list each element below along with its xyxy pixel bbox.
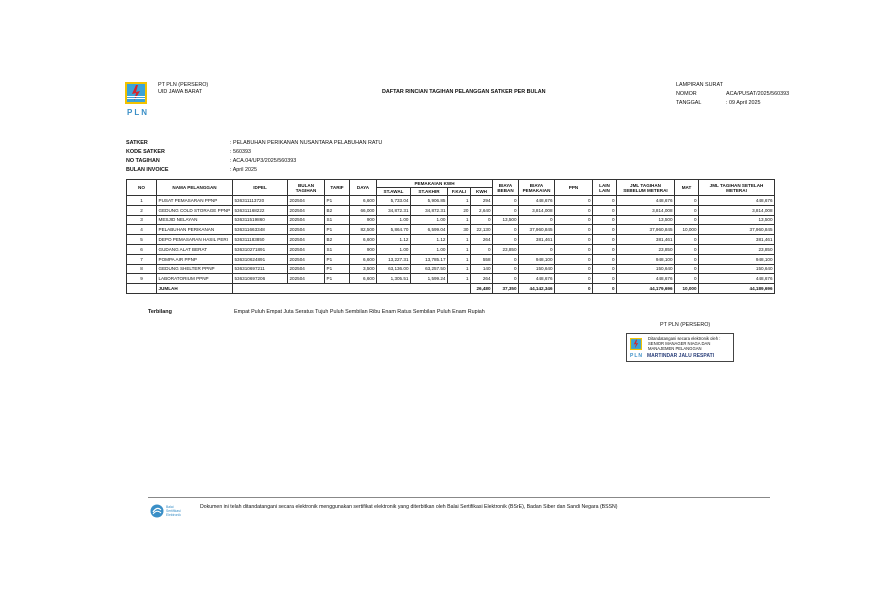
cell-kwh: 140 — [471, 264, 493, 274]
cell-st-akhir: 1.12 — [411, 235, 448, 245]
cell-mat: 0 — [675, 235, 699, 245]
cell-daya: 6,600 — [350, 254, 377, 264]
cell-kwh: 294 — [471, 196, 493, 206]
cell-lain-lain: 0 — [593, 215, 617, 225]
nomor-value: ACA/PUSAT/2025/560393 — [726, 91, 790, 97]
cell-biaya-beban: 0 — [493, 205, 519, 215]
cell-no: 3 — [127, 215, 157, 225]
total-kwh: 26,480 — [471, 284, 493, 294]
cell-tarif: B2 — [325, 235, 350, 245]
cell-mat: 0 — [675, 244, 699, 254]
cell-mat: 0 — [675, 215, 699, 225]
cell-st-awal: 13,227.31 — [377, 254, 411, 264]
cell-idpel: 536311168222 — [233, 205, 288, 215]
cell-biaya-beban: 0 — [493, 225, 519, 235]
cell-daya: 82,500 — [350, 225, 377, 235]
cell-idpel: 536310697206 — [233, 274, 288, 284]
company-unit: UID JAWA BARAT — [158, 89, 203, 95]
cell-biaya-pemakaian: 37,960,845 — [519, 225, 555, 235]
col-header-mat: MAT — [675, 180, 699, 196]
cell-daya: 900 — [350, 244, 377, 254]
cell-fkali: 1 — [448, 215, 471, 225]
cell-st-akhir: 1.00 — [411, 215, 448, 225]
cell-bulan: 202504 — [288, 205, 325, 215]
cell-fkali: 1 — [448, 235, 471, 245]
total-biaya-pemakaian: 44,142,346 — [519, 284, 555, 294]
e-signature-box — [626, 333, 734, 362]
cell-jml-setelah: 3,814,008 — [699, 205, 775, 215]
bsre-line: Sertifikasi — [166, 509, 181, 513]
cell-idpel: 536310697211 — [233, 264, 288, 274]
cell-idpel: 536311113720 — [233, 196, 288, 206]
cell-fkali: 1 — [448, 274, 471, 284]
info-value: : PELABUHAN PERIKANAN NUSANTARA PELABUHAN RATU — [230, 140, 383, 146]
cell-jml-setelah: 150,640 — [699, 264, 775, 274]
cell-kwh: 2,640 — [471, 205, 493, 215]
cell-daya: 6,600 — [350, 274, 377, 284]
cell-ppn: 0 — [555, 274, 593, 284]
cell-no: 1 — [127, 196, 157, 206]
cell-tarif: P1 — [325, 196, 350, 206]
cell-tarif: P1 — [325, 264, 350, 274]
table-total-row — [127, 284, 775, 294]
pln-logo-icon — [630, 337, 642, 349]
cell-fkali: 30 — [448, 225, 471, 235]
bsre-line: Elektronik — [166, 513, 181, 517]
table-body — [127, 196, 775, 294]
col-header-ppn: PPN — [555, 180, 593, 196]
cell-biaya-pemakaian: 3,814,008 — [519, 205, 555, 215]
cell-fkali: 1 — [448, 196, 471, 206]
terbilang-label: Terbilang — [148, 309, 172, 315]
cell-kwh: 558 — [471, 254, 493, 264]
cell-ppn: 0 — [555, 264, 593, 274]
info-value: : ACA.04/UP3/2025/560393 — [230, 158, 297, 164]
cell-daya: 900 — [350, 215, 377, 225]
col-header-nama: NAMA PELANGGAN — [157, 180, 233, 196]
table-row — [127, 225, 775, 235]
cell-bulan: 202504 — [288, 215, 325, 225]
cell-lain-lain: 0 — [593, 244, 617, 254]
cell-ppn: 0 — [555, 215, 593, 225]
total-jml-sebelum: 44,179,696 — [617, 284, 675, 294]
cell-mat: 0 — [675, 205, 699, 215]
table-row — [127, 264, 775, 274]
cell-no: 2 — [127, 205, 157, 215]
cell-nama: LABORATORIUM PPNP — [157, 274, 233, 284]
cell-st-awal: 1.12 — [377, 235, 411, 245]
cell-daya: 6,600 — [350, 235, 377, 245]
cell-nama: PELABUHAN PERIKANAN — [157, 225, 233, 235]
cell-bulan: 202504 — [288, 225, 325, 235]
cell-biaya-pemakaian: 948,100 — [519, 254, 555, 264]
footer-divider — [148, 497, 770, 498]
cell-st-awal: 5,733.04 — [377, 196, 411, 206]
cell-jml-sebelum: 37,960,845 — [617, 225, 675, 235]
table-row — [127, 274, 775, 284]
info-row-kode-satker — [126, 149, 382, 158]
cell-nama: PUSAT PEMASARAN PPNP — [157, 196, 233, 206]
company-name: PT PLN (PERSERO) — [158, 82, 209, 88]
bsre-logo-icon — [150, 504, 164, 518]
col-header-daya: DAYA — [350, 180, 377, 196]
cell-st-akhir: 1.00 — [411, 244, 448, 254]
cell-st-awal: 5,864.70 — [377, 225, 411, 235]
total-spacer — [127, 284, 157, 294]
cell-jml-sebelum: 948,100 — [617, 254, 675, 264]
cell-st-awal: 1,305.51 — [377, 274, 411, 284]
cell-idpel: 536311519860 — [233, 215, 288, 225]
bsre-text — [166, 505, 181, 517]
signer-name: MARTINDAR JALU RESPATI — [647, 353, 715, 359]
info-label: NO TAGIHAN — [126, 158, 160, 164]
cell-tarif: P1 — [325, 225, 350, 235]
nomor-label: NOMOR — [676, 91, 697, 97]
cell-biaya-beban: 0 — [493, 274, 519, 284]
cell-idpel: 536310271891 — [233, 244, 288, 254]
footer-note: Dokumen ini telah ditandatangani secara elektronik menggunakan sertifikat elektronik yang diterbitkan oleh Balai Sertifikasi Elektronik (BSrE), Badan Siber dan Sandi Negara (BSSN) — [200, 504, 618, 510]
total-lain-lain: 0 — [593, 284, 617, 294]
cell-ppn: 0 — [555, 244, 593, 254]
billing-table-container — [126, 179, 774, 294]
company-block — [158, 82, 208, 96]
cell-biaya-beban: 0 — [493, 235, 519, 245]
info-value: : April 2025 — [230, 167, 257, 173]
cell-lain-lain: 0 — [593, 196, 617, 206]
cell-jml-sebelum: 3,814,008 — [617, 205, 675, 215]
cell-st-awal: 63,136.00 — [377, 264, 411, 274]
col-header-st-awal: ST.AWAL — [377, 188, 411, 196]
cell-st-akhir: 13,785.17 — [411, 254, 448, 264]
cell-tarif: B2 — [325, 205, 350, 215]
cell-tarif: S1 — [325, 215, 350, 225]
cell-daya: 3,500 — [350, 264, 377, 274]
cell-jml-setelah: 37,960,845 — [699, 225, 775, 235]
cell-mat: 10,000 — [675, 225, 699, 235]
terbilang-value: Empat Puluh Empat Juta Seratus Tujuh Puluh Sembilan Ribu Enam Ratus Sembilan Puluh Enam Rupiah — [234, 309, 485, 315]
col-header-jml-sebelum: JML TAGIHAN SEBELUM METERAI — [617, 180, 675, 196]
cell-bulan: 202504 — [288, 244, 325, 254]
cell-biaya-pemakaian: 0 — [519, 215, 555, 225]
cell-tarif: P1 — [325, 254, 350, 264]
info-row-bulan-invoice — [126, 167, 382, 176]
table-row — [127, 205, 775, 215]
cell-nama: GUDANG ALAT BERAT — [157, 244, 233, 254]
invoice-info — [126, 140, 382, 176]
info-row-satker — [126, 140, 382, 149]
cell-fkali: 1 — [448, 254, 471, 264]
cell-lain-lain: 0 — [593, 254, 617, 264]
cell-jml-sebelum: 448,676 — [617, 196, 675, 206]
cell-biaya-beban: 0 — [493, 254, 519, 264]
cell-biaya-beban: 0 — [493, 196, 519, 206]
cell-jml-setelah: 13,500 — [699, 215, 775, 225]
cell-kwh: 0 — [471, 244, 493, 254]
cell-biaya-beban: 0 — [493, 264, 519, 274]
info-label: BULAN INVOICE — [126, 167, 169, 173]
cell-no: 8 — [127, 264, 157, 274]
cell-kwh: 22,130 — [471, 225, 493, 235]
cell-st-awal: 1.00 — [377, 244, 411, 254]
cell-ppn: 0 — [555, 235, 593, 245]
total-label: JUMLAH — [157, 284, 233, 294]
cell-mat: 0 — [675, 274, 699, 284]
cell-no: 9 — [127, 274, 157, 284]
col-header-idpel: IDPEL — [233, 180, 288, 196]
cell-jml-setelah: 948,100 — [699, 254, 775, 264]
info-value: : 560393 — [230, 149, 251, 155]
cell-kwh: 264 — [471, 274, 493, 284]
total-jml-setelah: 44,189,696 — [699, 284, 775, 294]
table-row — [127, 244, 775, 254]
cell-idpel: 536311663348 — [233, 225, 288, 235]
cell-biaya-pemakaian: 150,640 — [519, 264, 555, 274]
pln-logo-icon — [125, 82, 147, 104]
cell-jml-sebelum: 448,676 — [617, 274, 675, 284]
cell-jml-sebelum: 381,461 — [617, 235, 675, 245]
cell-ppn: 0 — [555, 254, 593, 264]
cell-no: 6 — [127, 244, 157, 254]
cell-biaya-beban: 13,500 — [493, 215, 519, 225]
total-spacer — [233, 284, 471, 294]
billing-table — [126, 179, 775, 294]
cell-st-akhir: 6,599.04 — [411, 225, 448, 235]
cell-st-akhir: 34,872.31 — [411, 205, 448, 215]
cell-nama: GEDUNG COLD STORAGE PPNP — [157, 205, 233, 215]
total-ppn: 0 — [555, 284, 593, 294]
cell-lain-lain: 0 — [593, 205, 617, 215]
col-header-jml-setelah: JML TAGIHAN SETELAH METERAI — [699, 180, 775, 196]
cell-lain-lain: 0 — [593, 225, 617, 235]
cell-kwh: 0 — [471, 215, 493, 225]
cell-fkali: 20 — [448, 205, 471, 215]
col-header-pemakaian-kwh: PEMAKAIAN KWH — [377, 180, 493, 188]
col-header-lain-lain: LAIN LAIN — [593, 180, 617, 196]
table-row — [127, 215, 775, 225]
cell-jml-sebelum: 13,500 — [617, 215, 675, 225]
signature-line-1: Ditandatangani secara elektronik oleh : — [648, 336, 721, 341]
table-row — [127, 196, 775, 206]
col-header-fkali: F.KALI — [448, 188, 471, 196]
cell-jml-setelah: 381,461 — [699, 235, 775, 245]
cell-no: 5 — [127, 235, 157, 245]
cell-st-akhir: 5,906.85 — [411, 196, 448, 206]
total-biaya-beban: 37,350 — [493, 284, 519, 294]
cell-bulan: 202504 — [288, 264, 325, 274]
table-row — [127, 254, 775, 264]
cell-lain-lain: 0 — [593, 235, 617, 245]
cell-mat: 0 — [675, 264, 699, 274]
cell-nama: GEDUNG SHELTER PPNP — [157, 264, 233, 274]
tanggal-label: TANGGAL — [676, 100, 702, 106]
info-row-no-tagihan — [126, 158, 382, 167]
info-label: KODE SATKER — [126, 149, 165, 155]
cell-daya: 66,000 — [350, 205, 377, 215]
cell-no: 4 — [127, 225, 157, 235]
cell-idpel: 536311183850 — [233, 235, 288, 245]
signature-line-2: SENIOR MANAGER NIAGA DAN — [648, 341, 711, 346]
signature-company: PT PLN (PERSERO) — [660, 322, 711, 328]
cell-ppn: 0 — [555, 225, 593, 235]
cell-st-akhir: 63,257.50 — [411, 264, 448, 274]
table-row — [127, 235, 775, 245]
cell-nama: MESJID NELAYAN — [157, 215, 233, 225]
cell-fkali: 1 — [448, 244, 471, 254]
cell-bulan: 202504 — [288, 254, 325, 264]
col-header-kwh: KWH — [471, 188, 493, 196]
lampiran-label: LAMPIRAN SURAT — [676, 82, 723, 88]
cell-jml-setelah: 23,850 — [699, 244, 775, 254]
cell-mat: 0 — [675, 196, 699, 206]
cell-kwh: 264 — [471, 235, 493, 245]
cell-biaya-pemakaian: 448,676 — [519, 196, 555, 206]
letter-meta — [676, 82, 789, 109]
cell-st-akhir: 1,599.24 — [411, 274, 448, 284]
cell-tarif: S1 — [325, 244, 350, 254]
cell-nama: POMPA AIR PPNP — [157, 254, 233, 264]
total-mat: 10,000 — [675, 284, 699, 294]
cell-daya: 6,600 — [350, 196, 377, 206]
cell-nama: DEPO PEMASARAN HASIL PERI — [157, 235, 233, 245]
col-header-st-akhir: ST.AKHIR — [411, 188, 448, 196]
info-label: SATKER — [126, 140, 148, 146]
pln-wordmark: PLN — [127, 108, 149, 117]
col-header-bulan: BULAN TAGIHAN — [288, 180, 325, 196]
cell-jml-sebelum: 23,850 — [617, 244, 675, 254]
cell-lain-lain: 0 — [593, 264, 617, 274]
bsre-line: Balai — [166, 505, 174, 509]
cell-bulan: 202504 — [288, 196, 325, 206]
cell-biaya-pemakaian: 0 — [519, 244, 555, 254]
cell-lain-lain: 0 — [593, 274, 617, 284]
cell-st-awal: 1.00 — [377, 215, 411, 225]
cell-biaya-beban: 23,850 — [493, 244, 519, 254]
cell-ppn: 0 — [555, 196, 593, 206]
cell-tarif: P1 — [325, 274, 350, 284]
cell-jml-sebelum: 150,640 — [617, 264, 675, 274]
cell-jml-setelah: 448,676 — [699, 196, 775, 206]
cell-st-awal: 34,872.31 — [377, 205, 411, 215]
cell-idpel: 536310624891 — [233, 254, 288, 264]
col-header-no: NO — [127, 180, 157, 196]
cell-mat: 0 — [675, 254, 699, 264]
col-header-tarif: TARIF — [325, 180, 350, 196]
cell-ppn: 0 — [555, 205, 593, 215]
cell-no: 7 — [127, 254, 157, 264]
tanggal-value: : 09 April 2025 — [726, 100, 761, 106]
document-title: DAFTAR RINCIAN TAGIHAN PELANGGAN SATKER PER BULAN — [382, 89, 546, 95]
signature-pln-mark: PLN — [630, 353, 643, 359]
col-header-biaya-beban: BIAYA BEBAN — [493, 180, 519, 196]
cell-biaya-pemakaian: 381,461 — [519, 235, 555, 245]
signature-line-3: MANAJEMEN PELANGGAN — [648, 346, 702, 351]
cell-bulan: 202504 — [288, 274, 325, 284]
col-header-biaya-pemakaian: BIAYA PEMAKAIAN — [519, 180, 555, 196]
cell-jml-setelah: 448,676 — [699, 274, 775, 284]
cell-bulan: 202504 — [288, 235, 325, 245]
cell-fkali: 1 — [448, 264, 471, 274]
cell-biaya-pemakaian: 448,676 — [519, 274, 555, 284]
signature-text — [648, 336, 720, 351]
